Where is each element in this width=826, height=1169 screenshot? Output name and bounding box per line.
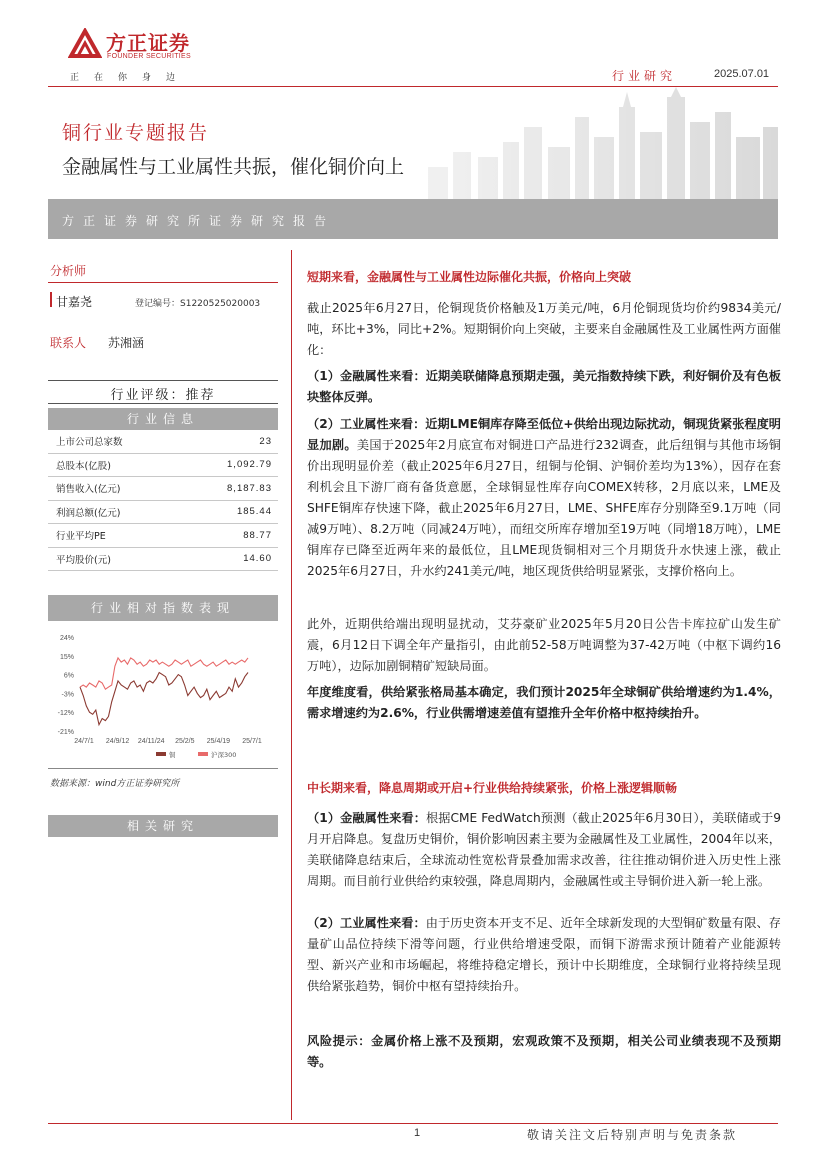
y-tick-label: -3% — [61, 691, 74, 699]
row-value: 1,092.79 — [227, 459, 272, 471]
legend-label: 沪深300 — [211, 751, 237, 759]
section-heading-short-term: 短期来看，金融属性与工业属性边际催化共振，价格向上突破 — [307, 270, 632, 284]
paragraph-1: 截止2025年6月27日，伦铜现货价格触及1万美元/吨，6月伦铜现货均价约9834美元/吨，环比+3%，同比+2%。短期铜价向上突破，主要来自金融属性及工业属性两方面催化： — [307, 301, 781, 357]
x-tick-label: 24/9/12 — [105, 738, 130, 745]
paragraph-long-financial — [307, 808, 781, 892]
industry-rating: 行业评级：推荐 — [110, 388, 216, 403]
relative-index-chart — [48, 621, 278, 769]
series-line — [80, 673, 248, 725]
report-title: 铜行业专题报告 — [62, 122, 210, 144]
industry-info-table — [48, 430, 278, 571]
footer-divider — [48, 1123, 778, 1124]
row-label: 平均股价(元) — [56, 554, 111, 566]
x-tick-label: 24/7/1 — [74, 738, 94, 745]
paragraph-annual: 年度维度看，供给紧张格局基本确定，我们预计2025年全球铜矿供给增速约为1.4%，需求增速约为2.6%，行业供需增速差值有望推升全年价格中枢持续抬升。 — [307, 685, 781, 720]
page-number: 1 — [414, 1127, 421, 1139]
analyst-registration: 登记编号：S1220525020003 — [135, 299, 261, 309]
analyst-heading: 分析师 — [50, 264, 87, 278]
table-row — [48, 477, 278, 501]
risk-warning: 风险提示：金属价格上涨不及预期，宏观政策不及预期，相关公司业绩表现不及预期等。 — [307, 1034, 781, 1069]
legend-swatch — [198, 752, 208, 756]
x-tick-label: 24/11/24 — [137, 738, 165, 745]
report-subtitle: 金融属性与工业属性共振，催化铜价向上 — [62, 156, 405, 178]
x-tick-label: 25/4/19 — [206, 738, 231, 745]
column-divider — [291, 250, 292, 1120]
x-tick-label: 25/7/1 — [242, 738, 262, 745]
paragraph-supply: 此外，近期供给端出现明显扰动，艾芬豪矿业2025年5月20日公告卡库拉矿山发生矿震，6月12日下调全年产量指引，由此前52-58万吨调整为37-42万吨（中枢下调约16万吨），边际加剧铜精矿短缺局面。 — [307, 617, 781, 673]
table-row — [48, 454, 278, 478]
y-tick-label: -12% — [57, 710, 74, 718]
table-row — [48, 430, 278, 454]
analyst-marker — [50, 292, 52, 307]
row-label: 总股本(亿股) — [56, 460, 111, 472]
logo-english: FOUNDER SECURITIES — [107, 53, 191, 60]
long-industrial-body: 由于历史资本开支不足、近年全球新发现的大型铜矿数量有限、存量矿山品位持续下滑等问题，行业供给增速受限，而铜下游需求预计随着产业能源转型、新兴产业和市场崛起，将维持稳定增长，预计中长期维度，全球铜行业将持续呈现供给紧张趋势，铜价中枢有望持续抬升。 — [307, 916, 781, 993]
row-label: 上市公司总家数 — [56, 437, 123, 449]
series-line — [80, 658, 248, 689]
y-tick-label: 24% — [59, 635, 74, 642]
table-row — [48, 524, 278, 548]
chart-source: 数据来源：wind方正证券研究所 — [50, 779, 180, 789]
slogan: 正在你身边 — [70, 73, 191, 83]
analyst-divider — [48, 282, 278, 283]
related-research-heading: 相关研究 — [48, 815, 278, 837]
report-type: 行业研究 — [612, 69, 677, 83]
founder-logo-icon — [68, 28, 102, 58]
industrial-lead: （2）工业属性来看：近期LME铜库存降至低位+供给出现边际扰动，铜现货紧张程度明显加剧。 — [307, 417, 781, 452]
row-label: 销售收入(亿元) — [56, 484, 121, 496]
row-value: 14.60 — [243, 553, 272, 565]
y-tick-label: 15% — [59, 653, 74, 661]
row-value: 185.44 — [236, 506, 272, 518]
contact-label: 联系人 — [50, 336, 87, 350]
table-row — [48, 501, 278, 525]
x-tick-label: 25/2/5 — [175, 738, 195, 745]
row-value: 8,187.83 — [227, 482, 272, 494]
paragraph-long-industrial — [307, 913, 781, 997]
row-value: 23 — [259, 435, 272, 447]
long-financial-lead: （1）金融属性来看： — [307, 811, 426, 825]
paragraph-industrial — [307, 414, 781, 582]
long-financial-body: 根据CME FedWatch预测（截止2025年6月30日），美联储或于9月开启降息。复盘历史铜价，铜价影响因素主要为金融属性及工业属性，2004年以来，美联储降息结束后，全球流动性宽松背景叠加需求改善，往往推动铜价进入历史性上涨周期。而目前行业供给约束较强，降息周期内，金融属性或主导铜价进入新一轮上涨。 — [307, 811, 781, 888]
industrial-body: 美国于2025年2月底宣布对铜进口产品进行232调查，此后纽铜与其他市场铜价出现明显价差（截止2025年6月27日，纽铜与伦铜、沪铜价差均为13%），因存在套利机会且下游厂商有备货意愿，全球铜显性库存向COMEX转移，2月底以来，LME及SHFE铜库存快速下降，截止2025年6月27日，LME、SHFE库存分别降至9.1万吨（同减9万吨）、8.2万吨（同减24万吨），而纽交所库存增加至19万吨（同增18万吨），LME铜库存已降至近两年来的最低位，且LME现货铜相对三个月期货升水快速上涨，截止2025年6月27日，升水约241美元/吨，地区现货供给明显紧张，支撑价格向上。 — [307, 438, 781, 578]
table-row — [48, 548, 278, 572]
row-value: 88.77 — [243, 529, 272, 541]
legend-swatch — [156, 752, 166, 756]
logo-text: 方正证券 — [106, 31, 190, 55]
row-label: 行业平均PE — [56, 531, 106, 543]
paragraph-financial: （1）金融属性来看：近期美联储降息预期走强，美元指数持续下跌，利好铜价及有色板块整体反弹。 — [307, 369, 781, 404]
section-heading-long-term: 中长期来看，降息周期或开启+行业供给持续紧张，价格上涨逻辑顺畅 — [307, 781, 678, 795]
analyst-name: 甘嘉尧 — [56, 295, 93, 309]
row-label: 利润总额(亿元) — [56, 507, 121, 519]
industry-info-heading: 行业信息 — [48, 408, 278, 430]
contact-name: 苏湘涵 — [108, 336, 145, 350]
report-band-text: 方正证券研究所证券研究报告 — [62, 214, 336, 228]
report-date: 2025.07.01 — [714, 68, 770, 80]
footer-disclaimer: 敬请关注文后特别声明与免责条款 — [527, 1128, 738, 1142]
index-chart-heading: 行业相对指数表现 — [48, 595, 278, 621]
y-tick-label: 6% — [63, 672, 74, 680]
legend-label: 铜 — [169, 751, 176, 759]
y-tick-label: -21% — [57, 729, 74, 736]
long-industrial-lead: （2）工业属性来看： — [307, 916, 426, 930]
